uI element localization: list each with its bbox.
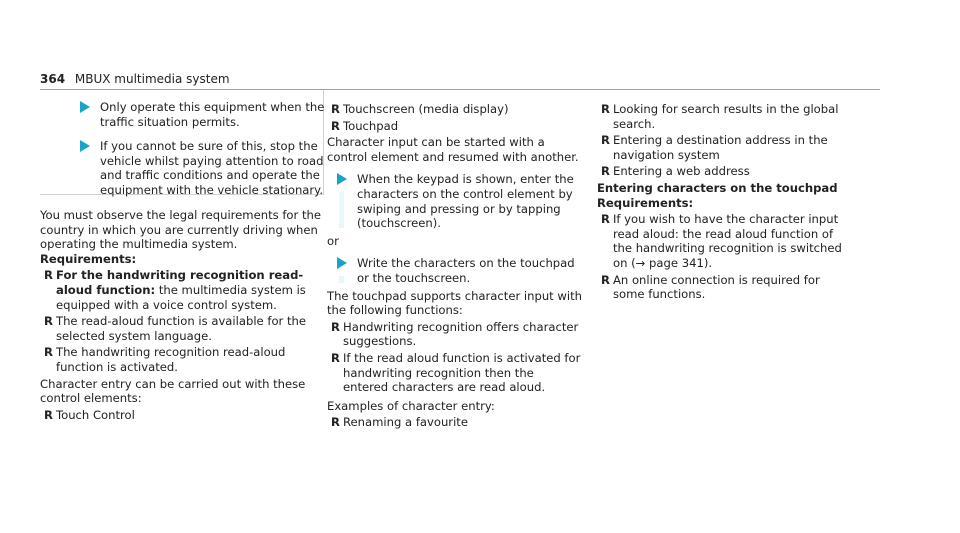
requirement-text: If you wish to have the character input read aloud: the read aloud function of the handwriting recognition is switched on (→ page 341). [613, 212, 842, 270]
requirement-text: The read-aloud function is available for the selected system language. [56, 314, 307, 343]
step-text: When the keypad is shown, enter the characters on the control element by swiping and pressing or by tapping (touchscreen). [357, 172, 574, 231]
requirement-text: The handwriting recognition read-aloud function is activated. [56, 345, 286, 374]
function-text: Handwriting recognition offers character suggestions. [343, 319, 579, 349]
list-item [40, 268, 322, 312]
column-1 [70, 100, 325, 198]
bullet-icon: R [331, 102, 340, 116]
list-item [327, 320, 582, 349]
list-item [327, 351, 582, 395]
bullet-icon: R [44, 314, 53, 329]
bullet-icon: R [44, 407, 53, 422]
list-item [597, 212, 852, 270]
page-header [40, 72, 230, 87]
column-3 [597, 100, 852, 304]
note-item [70, 139, 325, 197]
bullet-icon: R [601, 272, 610, 287]
requirement-text: An online connection is required for some functions. [613, 272, 820, 302]
requirements-heading: Requirements: [597, 195, 694, 210]
bullet-icon: R [44, 268, 53, 283]
bullet-icon: R [601, 133, 610, 148]
bullet-icon: R [331, 415, 340, 430]
bullet-icon: R [44, 345, 53, 360]
play-arrow-icon [80, 101, 90, 113]
column-1-body [40, 208, 322, 424]
paragraph: Character entry can be carried out with these control elements: [40, 376, 306, 406]
or-text: or [327, 233, 339, 248]
list-item [327, 119, 582, 134]
list-item [40, 314, 322, 343]
example-text: Looking for search results in the global search. [613, 102, 839, 131]
play-arrow-icon [337, 257, 347, 269]
step-bar [339, 276, 344, 283]
bullet-icon: R [601, 212, 610, 227]
element-text: Touchpad [343, 118, 399, 133]
list-item [40, 345, 322, 374]
step-bar [339, 192, 344, 228]
list-item [597, 164, 852, 179]
list-item [327, 102, 582, 117]
list-item [597, 273, 852, 302]
requirements-heading: Requirements: [40, 251, 137, 266]
step-item [327, 172, 582, 230]
paragraph: The touchpad supports character input with the following functions: [327, 288, 583, 318]
note-text: Only operate this equipment when the traffic situation permits. [100, 100, 325, 129]
note-text: If you cannot be sure of this, stop the vehicle whilst paying attention to road and traffic conditions and operate the equipment with the vehicle stationary. [100, 139, 324, 197]
requirement-text: the multimedia system is equipped with a voice control system. [56, 282, 306, 312]
function-text: If the read aloud function is activated for handwriting recognition then the entered characters are read aloud. [343, 350, 581, 395]
play-arrow-icon [80, 140, 90, 152]
requirement-bold: For the handwriting recognition read-aloud function: [56, 268, 304, 297]
step-text: Write the characters on the touchpad or the touchscreen. [357, 256, 575, 285]
step-item [327, 256, 582, 285]
list-item [597, 102, 852, 131]
play-arrow-icon [337, 173, 347, 185]
paragraph: Examples of character entry: [327, 398, 495, 413]
paragraph: Character input can be started with a control element and resumed with another. [327, 135, 579, 164]
bullet-icon: R [331, 319, 340, 334]
note-item [70, 100, 325, 129]
paragraph: You must observe the legal requirements for the country in which you are currently driving when operating the multimedia system. [40, 208, 322, 252]
example-text: Entering a web address [613, 164, 750, 179]
list-item [40, 408, 322, 423]
list-item [327, 415, 582, 430]
section-heading: Entering characters on the touchpad [597, 180, 838, 195]
column-2 [327, 100, 582, 432]
bullet-icon: R [331, 118, 340, 133]
bullet-icon: R [331, 350, 340, 365]
page-title: MBUX multimedia system [74, 72, 230, 86]
example-text: Entering a destination address in the navigation system [613, 133, 828, 162]
bullet-icon: R [601, 102, 610, 116]
list-item [597, 133, 852, 162]
page-number: 364 [40, 72, 66, 86]
bullet-icon: R [601, 164, 610, 179]
element-text: Touchscreen (media display) [343, 102, 509, 116]
example-text: Renaming a favourite [343, 415, 468, 430]
element-text: Touch Control [56, 407, 135, 422]
